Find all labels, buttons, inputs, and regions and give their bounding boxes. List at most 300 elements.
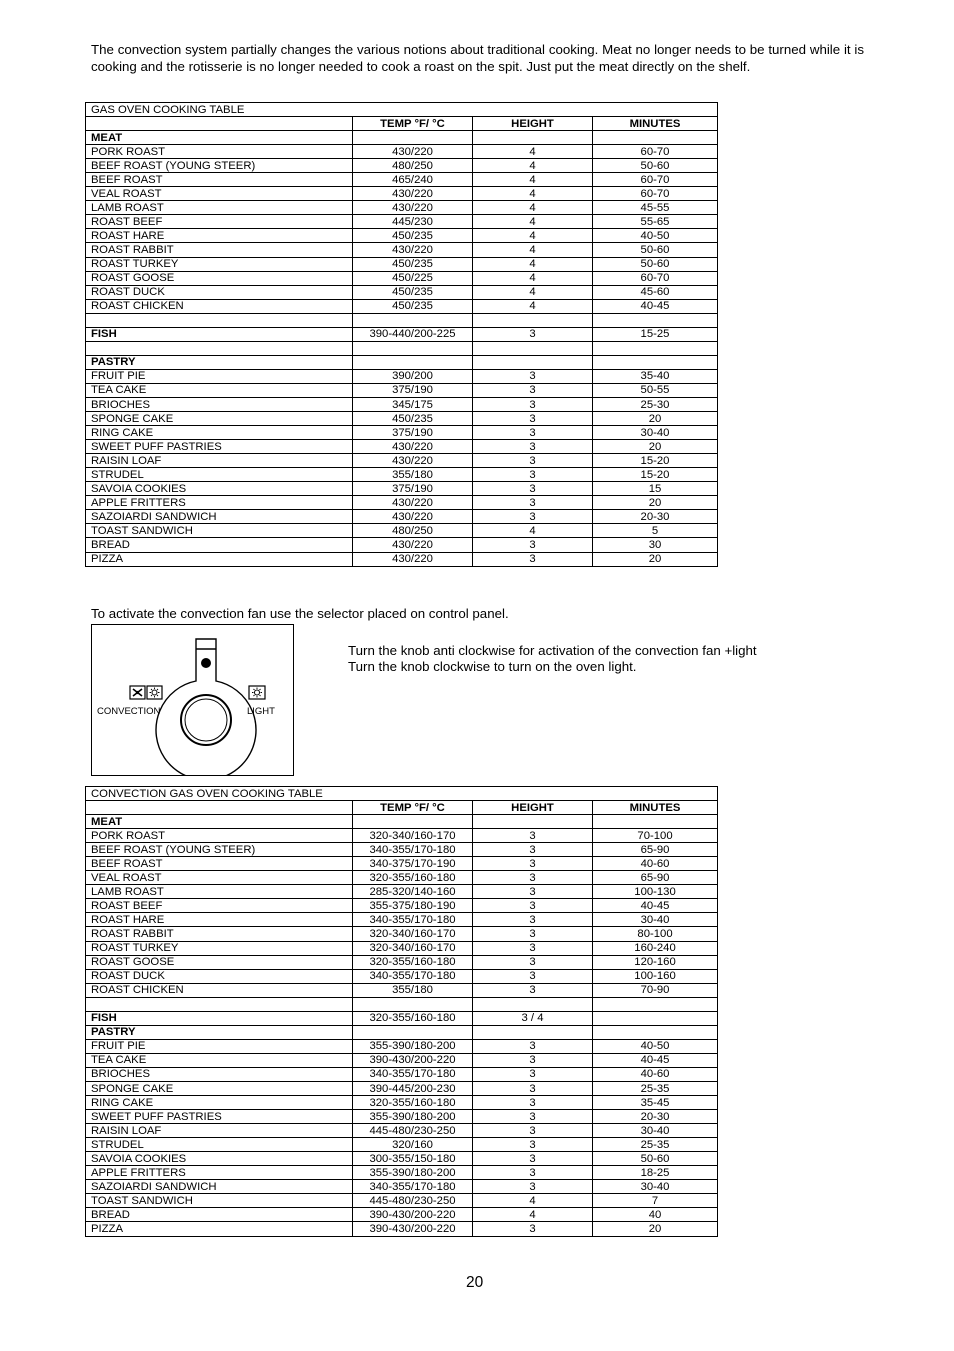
- table-row: [86, 941, 718, 955]
- table-row: [86, 440, 718, 454]
- table-row: [86, 201, 718, 215]
- minutes-value: 15: [593, 482, 718, 496]
- minutes-value: 20: [593, 1222, 718, 1236]
- item-name: FISH: [86, 1011, 353, 1025]
- minutes-value: 30-40: [593, 913, 718, 927]
- item-name: SAVOIA COOKIES: [86, 1152, 353, 1166]
- height-value: 3: [473, 397, 593, 411]
- header-minutes: MINUTES: [593, 801, 718, 815]
- table-row: [86, 257, 718, 271]
- height-value: 3: [473, 829, 593, 843]
- minutes-value: 50-60: [593, 1152, 718, 1166]
- temp-value: 340-375/170-190: [353, 857, 473, 871]
- selector-knob[interactable]: [181, 695, 231, 745]
- minutes-value: 60-70: [593, 187, 718, 201]
- minutes-value: 40-45: [593, 299, 718, 313]
- height-value: 3: [473, 927, 593, 941]
- table-row: [86, 482, 718, 496]
- section-label: PASTRY: [86, 1025, 353, 1039]
- header-empty: [86, 801, 353, 815]
- table-row: [86, 1180, 718, 1194]
- height-value: 3: [473, 1053, 593, 1067]
- temp-value: 445-480/230-250: [353, 1194, 473, 1208]
- section-row-pastry: [86, 355, 718, 369]
- temp-value: 430/220: [353, 187, 473, 201]
- header-temp: TEMP °F/ °C: [353, 801, 473, 815]
- table-row: [86, 229, 718, 243]
- height-value: 3: [473, 369, 593, 383]
- height-value: 3: [473, 941, 593, 955]
- table-row: [86, 524, 718, 538]
- empty-cell: [86, 341, 353, 355]
- item-name: ROAST GOOSE: [86, 955, 353, 969]
- section-row-fish: [86, 1011, 718, 1025]
- table-row: [86, 1039, 718, 1053]
- table-row: [86, 1166, 718, 1180]
- height-value: 3: [473, 327, 593, 341]
- minutes-value: 120-160: [593, 955, 718, 969]
- minutes-value: 25-30: [593, 397, 718, 411]
- empty-cell: [86, 313, 353, 327]
- empty-cell: [353, 131, 473, 145]
- minutes-value: 45-60: [593, 285, 718, 299]
- item-name: TOAST SANDWICH: [86, 524, 353, 538]
- height-value: 4: [473, 524, 593, 538]
- temp-value: 355-390/180-200: [353, 1110, 473, 1124]
- item-name: ROAST GOOSE: [86, 271, 353, 285]
- empty-cell: [353, 355, 473, 369]
- table-row: [86, 454, 718, 468]
- height-value: 4: [473, 159, 593, 173]
- height-value: 4: [473, 257, 593, 271]
- table-row: [86, 426, 718, 440]
- instruction-anticlockwise: Turn the knob anti clockwise for activation of the convection fan +light: [348, 643, 757, 658]
- item-name: BEEF ROAST: [86, 857, 353, 871]
- item-name: ROAST DUCK: [86, 969, 353, 983]
- table-row: [86, 412, 718, 426]
- table-header-row: [86, 801, 718, 815]
- item-name: TOAST SANDWICH: [86, 1194, 353, 1208]
- temp-value: 320/160: [353, 1138, 473, 1152]
- temp-value: 390-430/200-220: [353, 1222, 473, 1236]
- table-row: [86, 885, 718, 899]
- minutes-value: 30: [593, 538, 718, 552]
- height-value: 3: [473, 412, 593, 426]
- minutes-value: 65-90: [593, 871, 718, 885]
- minutes-value: 60-70: [593, 145, 718, 159]
- temp-value: 320-355/160-180: [353, 1096, 473, 1110]
- item-name: RAISIN LOAF: [86, 454, 353, 468]
- table-row: [86, 285, 718, 299]
- section-row-meat: [86, 131, 718, 145]
- item-name: SPONGE CAKE: [86, 412, 353, 426]
- minutes-value: 60-70: [593, 173, 718, 187]
- header-minutes: MINUTES: [593, 117, 718, 131]
- instruction-clockwise: Turn the knob clockwise to turn on the oven light.: [348, 659, 637, 675]
- temp-value: 450/225: [353, 271, 473, 285]
- height-value: 3: [473, 1110, 593, 1124]
- item-name: BREAD: [86, 538, 353, 552]
- empty-cell: [473, 313, 593, 327]
- table-title-row: [86, 103, 718, 117]
- table-title-row: [86, 787, 718, 801]
- temp-value: 340-355/170-180: [353, 913, 473, 927]
- table-row: [86, 857, 718, 871]
- item-name: STRUDEL: [86, 468, 353, 482]
- height-value: 3: [473, 538, 593, 552]
- minutes-value: 25-35: [593, 1138, 718, 1152]
- temp-value: 390-430/200-220: [353, 1053, 473, 1067]
- item-name: ROAST TURKEY: [86, 941, 353, 955]
- empty-cell: [473, 1025, 593, 1039]
- minutes-value: 20: [593, 496, 718, 510]
- height-value: 3: [473, 1096, 593, 1110]
- minutes-value: 70-100: [593, 829, 718, 843]
- minutes-value: 50-55: [593, 383, 718, 397]
- height-value: 4: [473, 145, 593, 159]
- minutes-value: 70-90: [593, 983, 718, 997]
- temp-value: 355/180: [353, 468, 473, 482]
- minutes-value: 5: [593, 524, 718, 538]
- minutes-value: 45-55: [593, 201, 718, 215]
- temp-value: 390-430/200-220: [353, 1208, 473, 1222]
- height-value: 3: [473, 983, 593, 997]
- item-name: ROAST CHICKEN: [86, 983, 353, 997]
- light-label: LIGHT: [247, 706, 275, 717]
- minutes-value: 25-35: [593, 1081, 718, 1095]
- temp-value: 450/235: [353, 257, 473, 271]
- gas-oven-cooking-table: [85, 102, 718, 567]
- height-value: 3: [473, 482, 593, 496]
- height-value: 3: [473, 969, 593, 983]
- item-name: ROAST HARE: [86, 229, 353, 243]
- header-height: HEIGHT: [473, 801, 593, 815]
- table-row: [86, 299, 718, 313]
- minutes-value: 40-45: [593, 1053, 718, 1067]
- item-name: RING CAKE: [86, 426, 353, 440]
- temp-value: 445/230: [353, 215, 473, 229]
- temp-value: 355-375/180-190: [353, 899, 473, 913]
- convection-gas-oven-cooking-table: [85, 786, 718, 1237]
- item-name: VEAL ROAST: [86, 187, 353, 201]
- height-value: 4: [473, 187, 593, 201]
- table-row: [86, 1138, 718, 1152]
- table-row: [86, 510, 718, 524]
- table-row: [86, 1152, 718, 1166]
- temp-value: 345/175: [353, 397, 473, 411]
- height-value: 3: [473, 552, 593, 566]
- minutes-value: 100-130: [593, 885, 718, 899]
- height-value: 3: [473, 955, 593, 969]
- table-row: [86, 1067, 718, 1081]
- height-value: 3: [473, 440, 593, 454]
- item-name: SAVOIA COOKIES: [86, 482, 353, 496]
- table-row: [86, 271, 718, 285]
- temp-value: 340-355/170-180: [353, 843, 473, 857]
- minutes-value: 65-90: [593, 843, 718, 857]
- table-row: [86, 397, 718, 411]
- table-row: [86, 243, 718, 257]
- height-value: 3: [473, 454, 593, 468]
- knob-instructions: [348, 643, 757, 676]
- empty-cell: [593, 1025, 718, 1039]
- temp-value: 375/190: [353, 383, 473, 397]
- height-value: 3: [473, 1222, 593, 1236]
- minutes-value: 20: [593, 552, 718, 566]
- height-value: 3: [473, 857, 593, 871]
- header-temp: TEMP °F/ °C: [353, 117, 473, 131]
- table-row: [86, 913, 718, 927]
- minutes-value: 40-60: [593, 1067, 718, 1081]
- height-value: 3 / 4: [473, 1011, 593, 1025]
- height-value: 3: [473, 1138, 593, 1152]
- table-row: [86, 215, 718, 229]
- minutes-value: [593, 1011, 718, 1025]
- temp-value: 340-355/170-180: [353, 1067, 473, 1081]
- height-value: 4: [473, 1194, 593, 1208]
- temp-value: 480/250: [353, 524, 473, 538]
- item-name: BREAD: [86, 1208, 353, 1222]
- height-value: 3: [473, 1081, 593, 1095]
- empty-cell: [86, 997, 353, 1011]
- item-name: PORK ROAST: [86, 829, 353, 843]
- minutes-value: 15-20: [593, 454, 718, 468]
- item-name: FRUIT PIE: [86, 369, 353, 383]
- minutes-value: 20-30: [593, 510, 718, 524]
- height-value: 3: [473, 1039, 593, 1053]
- empty-cell: [473, 341, 593, 355]
- item-name: SAZOIARDI SANDWICH: [86, 1180, 353, 1194]
- temp-value: 450/235: [353, 299, 473, 313]
- item-name: ROAST DUCK: [86, 285, 353, 299]
- minutes-value: 40-60: [593, 857, 718, 871]
- item-name: LAMB ROAST: [86, 885, 353, 899]
- item-name: ROAST RABBIT: [86, 243, 353, 257]
- temp-value: 445-480/230-250: [353, 1124, 473, 1138]
- item-name: SAZOIARDI SANDWICH: [86, 510, 353, 524]
- temp-value: 430/220: [353, 496, 473, 510]
- page-number: 20: [466, 1274, 484, 1291]
- temp-value: 430/220: [353, 552, 473, 566]
- table-row: [86, 871, 718, 885]
- table-row: [86, 969, 718, 983]
- height-value: 4: [473, 173, 593, 187]
- section-label: MEAT: [86, 131, 353, 145]
- item-name: TEA CAKE: [86, 383, 353, 397]
- empty-cell: [353, 997, 473, 1011]
- height-value: 3: [473, 510, 593, 524]
- height-value: 4: [473, 299, 593, 313]
- section-label: PASTRY: [86, 355, 353, 369]
- minutes-value: 30-40: [593, 1180, 718, 1194]
- table-row: [86, 927, 718, 941]
- temp-value: 340-355/170-180: [353, 1180, 473, 1194]
- temp-value: 430/220: [353, 201, 473, 215]
- temp-value: 450/235: [353, 285, 473, 299]
- height-value: 3: [473, 1180, 593, 1194]
- table-row: [86, 552, 718, 566]
- height-value: 3: [473, 496, 593, 510]
- off-position-dot: [201, 658, 211, 668]
- table-title: CONVECTION GAS OVEN COOKING TABLE: [86, 787, 718, 801]
- table-row: [86, 187, 718, 201]
- empty-cell: [353, 341, 473, 355]
- temp-value: 320-355/160-180: [353, 1011, 473, 1025]
- empty-cell: [593, 131, 718, 145]
- item-name: RING CAKE: [86, 1096, 353, 1110]
- control-panel-diagram: [91, 624, 294, 776]
- table-row: [86, 1194, 718, 1208]
- temp-value: 285-320/140-160: [353, 885, 473, 899]
- convection-fan-icon: [130, 686, 145, 699]
- empty-cell: [473, 815, 593, 829]
- item-name: APPLE FRITTERS: [86, 1166, 353, 1180]
- item-name: FRUIT PIE: [86, 1039, 353, 1053]
- item-name: ROAST TURKEY: [86, 257, 353, 271]
- section-row-fish: [86, 327, 718, 341]
- item-name: STRUDEL: [86, 1138, 353, 1152]
- height-value: 3: [473, 1152, 593, 1166]
- temp-value: 320-340/160-170: [353, 927, 473, 941]
- height-value: 3: [473, 1067, 593, 1081]
- table-row: [86, 1222, 718, 1236]
- item-name: ROAST BEEF: [86, 215, 353, 229]
- table-row: [86, 983, 718, 997]
- temp-value: 355-390/180-200: [353, 1166, 473, 1180]
- height-value: 3: [473, 383, 593, 397]
- empty-cell: [593, 815, 718, 829]
- table-row: [86, 829, 718, 843]
- intro-paragraph: The convection system partially changes the various notions about traditional cooking. Meat no longer needs to be turned while it is cooking and the rotisserie is no longer needed to cook a roast on the spit. Just put the meat directly on the shelf.: [91, 42, 864, 74]
- height-value: 3: [473, 913, 593, 927]
- table-row: [86, 383, 718, 397]
- temp-value: 430/220: [353, 454, 473, 468]
- empty-cell: [353, 1025, 473, 1039]
- height-value: 3: [473, 899, 593, 913]
- header-empty: [86, 117, 353, 131]
- height-value: 3: [473, 871, 593, 885]
- section-row-meat: [86, 815, 718, 829]
- temp-value: 355-390/180-200: [353, 1039, 473, 1053]
- empty-cell: [353, 815, 473, 829]
- item-name: BEEF ROAST: [86, 173, 353, 187]
- height-value: 3: [473, 1166, 593, 1180]
- table-row: [86, 899, 718, 913]
- height-value: 4: [473, 215, 593, 229]
- height-value: 4: [473, 243, 593, 257]
- temp-value: 430/220: [353, 510, 473, 524]
- header-height: HEIGHT: [473, 117, 593, 131]
- item-name: PIZZA: [86, 552, 353, 566]
- spacer-row: [86, 341, 718, 355]
- table-title: GAS OVEN COOKING TABLE: [86, 103, 718, 117]
- table-row: [86, 173, 718, 187]
- minutes-value: 160-240: [593, 941, 718, 955]
- height-value: 4: [473, 1208, 593, 1222]
- temp-value: 375/190: [353, 482, 473, 496]
- item-name: SPONGE CAKE: [86, 1081, 353, 1095]
- minutes-value: 40-50: [593, 1039, 718, 1053]
- temp-value: 390-440/200-225: [353, 327, 473, 341]
- temp-value: 340-355/170-180: [353, 969, 473, 983]
- minutes-value: 100-160: [593, 969, 718, 983]
- height-value: 4: [473, 285, 593, 299]
- minutes-value: 50-60: [593, 257, 718, 271]
- convection-label: CONVECTION: [97, 706, 161, 717]
- minutes-value: 35-40: [593, 369, 718, 383]
- temp-value: 390-445/200-230: [353, 1081, 473, 1095]
- item-name: APPLE FRITTERS: [86, 496, 353, 510]
- minutes-value: 15-25: [593, 327, 718, 341]
- table-row: [86, 1096, 718, 1110]
- item-name: TEA CAKE: [86, 1053, 353, 1067]
- temp-value: 450/235: [353, 229, 473, 243]
- empty-cell: [593, 997, 718, 1011]
- item-name: FISH: [86, 327, 353, 341]
- table-row: [86, 538, 718, 552]
- table-row: [86, 159, 718, 173]
- minutes-value: 20: [593, 440, 718, 454]
- section-row-pastry: [86, 1025, 718, 1039]
- item-name: ROAST RABBIT: [86, 927, 353, 941]
- height-value: 3: [473, 468, 593, 482]
- table-row: [86, 1208, 718, 1222]
- item-name: ROAST CHICKEN: [86, 299, 353, 313]
- temp-value: 430/220: [353, 243, 473, 257]
- selector-knob-illustration: [92, 625, 293, 775]
- table-row: [86, 1053, 718, 1067]
- minutes-value: 60-70: [593, 271, 718, 285]
- table-row: [86, 145, 718, 159]
- section-label: MEAT: [86, 815, 353, 829]
- temp-value: 320-355/160-180: [353, 871, 473, 885]
- item-name: BRIOCHES: [86, 1067, 353, 1081]
- item-name: LAMB ROAST: [86, 201, 353, 215]
- item-name: BRIOCHES: [86, 397, 353, 411]
- item-name: BEEF ROAST (YOUNG STEER): [86, 843, 353, 857]
- minutes-value: 55-65: [593, 215, 718, 229]
- convection-light-icon: [147, 686, 162, 699]
- empty-cell: [593, 313, 718, 327]
- temp-value: 300-355/150-180: [353, 1152, 473, 1166]
- minutes-value: 18-25: [593, 1166, 718, 1180]
- fan-activation-note: To activate the convection fan use the selector placed on control panel.: [91, 606, 509, 621]
- height-value: 3: [473, 885, 593, 899]
- minutes-value: 20-30: [593, 1110, 718, 1124]
- temp-value: 480/250: [353, 159, 473, 173]
- minutes-value: 7: [593, 1194, 718, 1208]
- temp-value: 450/235: [353, 412, 473, 426]
- minutes-value: 80-100: [593, 927, 718, 941]
- item-name: PORK ROAST: [86, 145, 353, 159]
- table-header-row: [86, 117, 718, 131]
- temp-value: 320-355/160-180: [353, 955, 473, 969]
- table-row: [86, 1081, 718, 1095]
- height-value: 4: [473, 229, 593, 243]
- height-value: 3: [473, 426, 593, 440]
- item-name: SWEET PUFF PASTRIES: [86, 440, 353, 454]
- table-row: [86, 955, 718, 969]
- empty-cell: [353, 313, 473, 327]
- minutes-value: 15-20: [593, 468, 718, 482]
- temp-value: 320-340/160-170: [353, 829, 473, 843]
- minutes-value: 30-40: [593, 426, 718, 440]
- minutes-value: 40: [593, 1208, 718, 1222]
- item-name: PIZZA: [86, 1222, 353, 1236]
- empty-cell: [473, 131, 593, 145]
- minutes-value: 30-40: [593, 1124, 718, 1138]
- height-value: 3: [473, 1124, 593, 1138]
